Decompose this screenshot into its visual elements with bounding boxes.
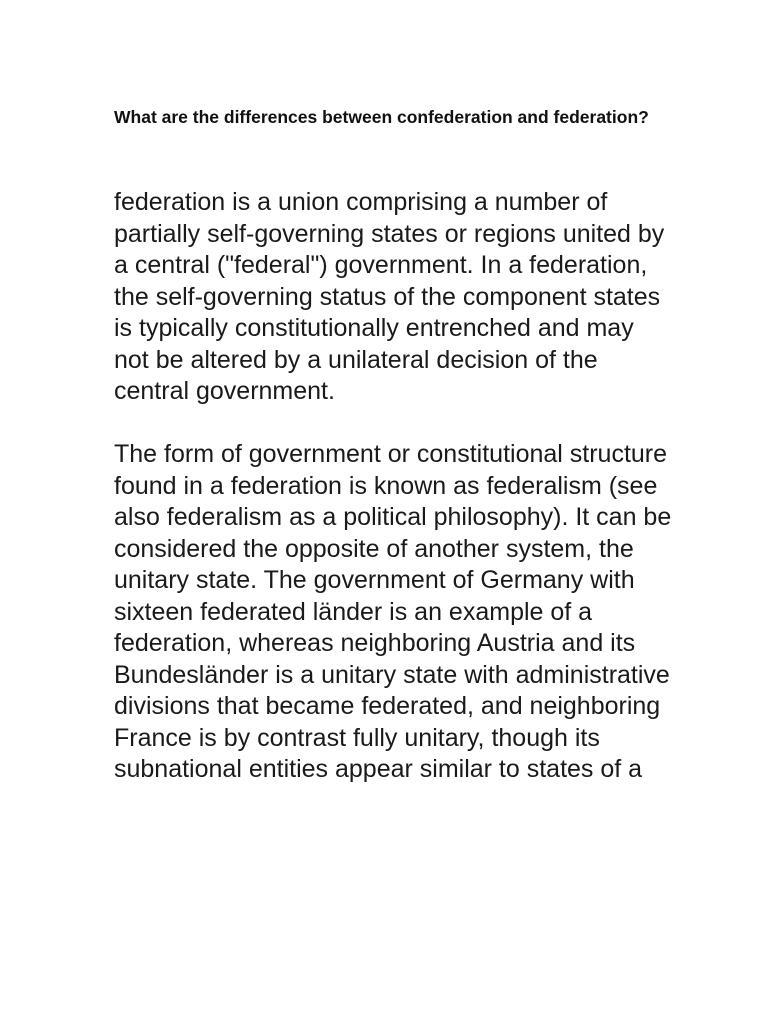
question-heading: What are the differences between confederation and federation? xyxy=(114,107,649,127)
document-body xyxy=(114,187,674,786)
body-paragraph: federation is a union comprising a number of partially self-governing states or regions united by a central ("federal") government. In a federation, the self-governing status of the component states is typically constitutionally entrenched and may not be altered by a unilateral decision of the central government. xyxy=(114,188,665,405)
body-paragraph: The form of government or constitutional structure found in a federation is known as federalism (see also federalism as a political philosophy). It can be considered the opposite of another system, the unitary state. The government of Germany with sixteen federated länder is an example of a federation, whereas neighboring Austria and its Bundesländer is a unitary state with administrative divisions that became federated, and neighboring France is by contrast fully unitary, though its subnational entities appear similar to states of a xyxy=(114,440,672,783)
